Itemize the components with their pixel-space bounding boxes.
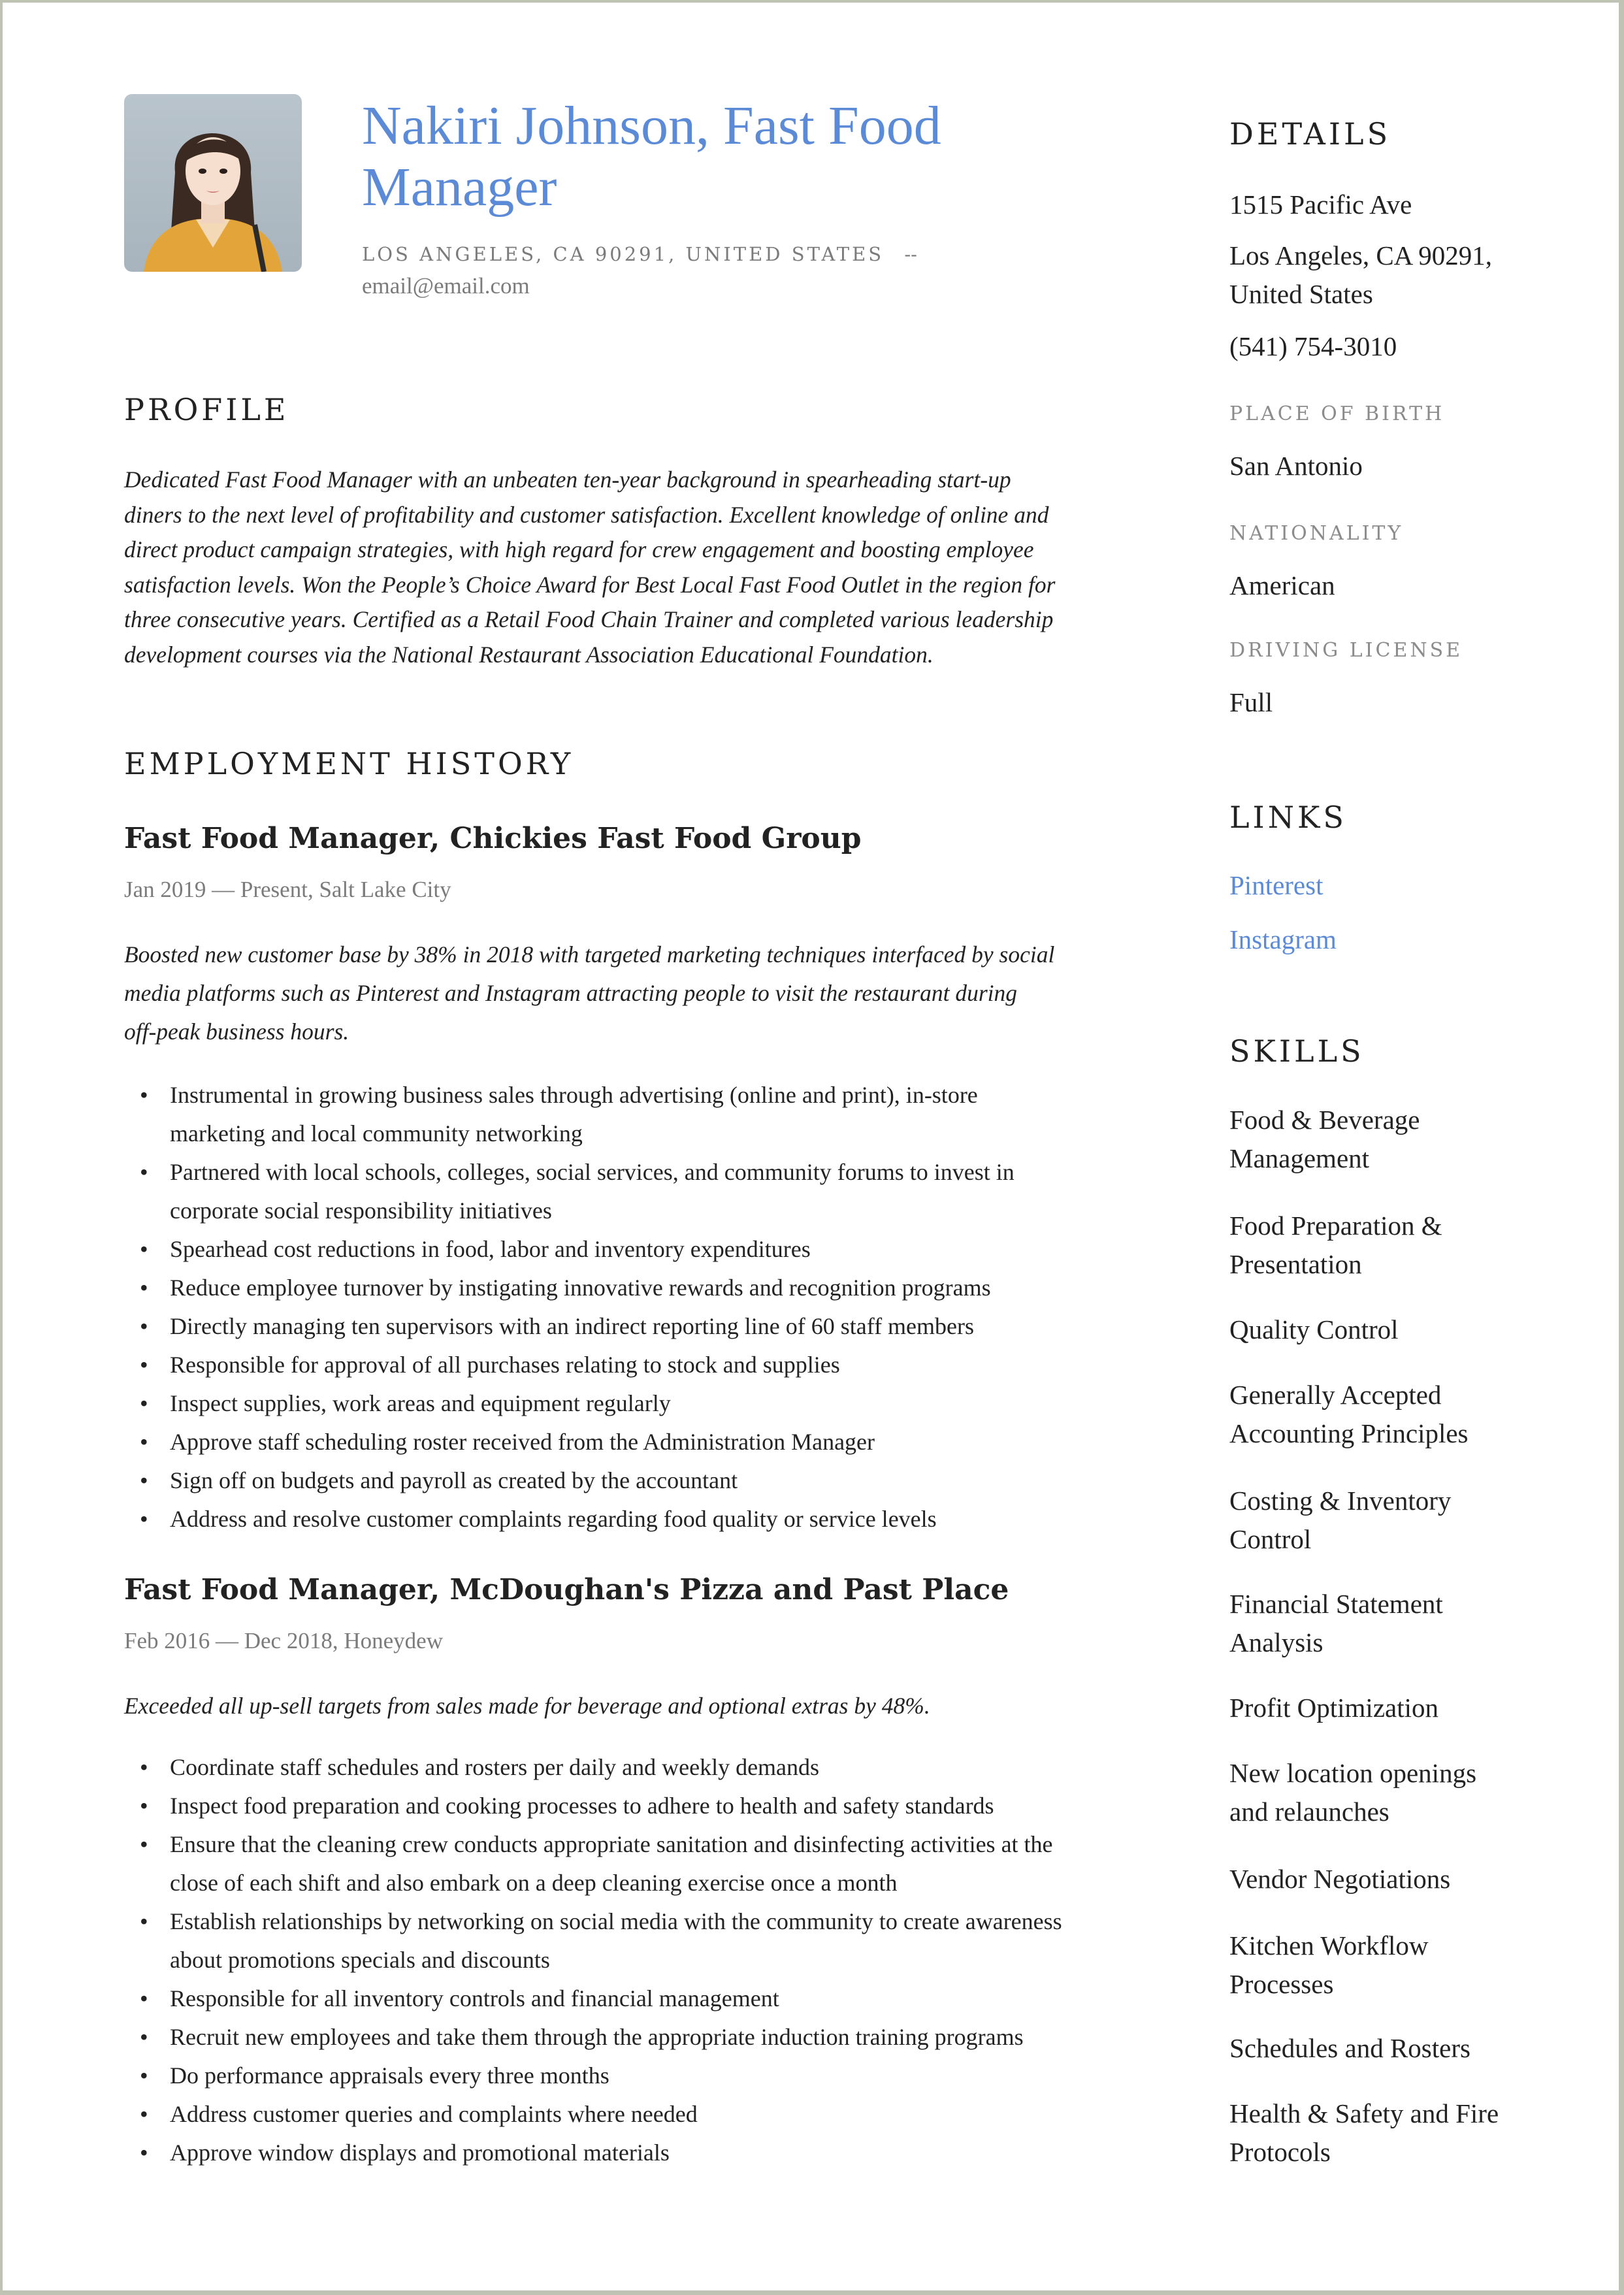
skill-item: Profit Optimization — [1229, 1693, 1438, 1723]
job-meta: Jan 2019 — Present, Salt Lake City — [124, 877, 451, 902]
nationality-label: NATIONALITY — [1229, 522, 1404, 545]
profile-line: three consecutive years. Certified as a Retail Food Chain Trainer and completed various leadership — [124, 606, 1054, 632]
skill-item: Schedules and Rosters — [1229, 2033, 1470, 2063]
name-line-1: Nakiri Johnson, Fast Food — [362, 95, 941, 156]
profile-line: diners to the next level of profitability and customer satisfaction. Excellent knowledge of online and — [124, 501, 1049, 528]
skill-item: Food & Beverage Management — [1229, 1105, 1420, 1173]
profile-heading: PROFILE — [124, 392, 289, 427]
address-separator: -- — [904, 243, 917, 265]
job-title: Fast Food Manager, McDoughan's Pizza and Past Place — [124, 1573, 1009, 1606]
profile-line: development courses via the National Restaurant Association Educational Foundation. — [124, 641, 934, 668]
candidate-name — [362, 95, 1080, 218]
details-address-line: United States — [1229, 279, 1373, 309]
list-item: • Spearhead cost reductions in food, labor and inventory expenditures — [124, 1230, 1091, 1269]
license-value: Full — [1229, 687, 1273, 717]
list-item: • Sign off on budgets and payroll as created by the accountant — [124, 1461, 1091, 1500]
address-text: LOS ANGELES, CA 90291, UNITED STATES — [362, 243, 885, 265]
list-item: • Establish relationships by networking on social media with the community to create awareness about promotions specials and discounts — [124, 1902, 1091, 1979]
skill-item: Vendor Negotiations — [1229, 1864, 1451, 1894]
license-label: DRIVING LICENSE — [1229, 639, 1463, 662]
birth-label: PLACE OF BIRTH — [1229, 402, 1445, 425]
employment-heading: EMPLOYMENT HISTORY — [124, 746, 574, 781]
email-address[interactable]: email@email.com — [362, 273, 530, 299]
list-item: • Do performance appraisals every three months — [124, 2057, 1091, 2095]
skill-item: Quality Control — [1229, 1314, 1399, 1344]
skills-heading: SKILLS — [1229, 1034, 1365, 1069]
list-item: • Reduce employee turnover by instigating innovative rewards and recognition programs — [124, 1269, 1091, 1307]
list-item: • Address customer queries and complaints where needed — [124, 2095, 1091, 2134]
job-summary-line: Exceeded all up-sell targets from sales made for beverage and optional extras by 48%. — [124, 1693, 930, 1719]
job-meta: Feb 2016 — Dec 2018, Honeydew — [124, 1628, 443, 1653]
details-address-line: 1515 Pacific Ave — [1229, 189, 1412, 220]
job-title: Fast Food Manager, Chickies Fast Food Group — [124, 822, 862, 855]
skill-item: Costing & Inventory Control — [1229, 1486, 1452, 1554]
profile-line: satisfaction levels. Won the People’s Choice Award for Best Local Fast Food Outlet in the region for — [124, 571, 1056, 598]
resume-page — [3, 3, 1619, 2290]
profile-photo — [124, 94, 302, 272]
list-item: • Approve staff scheduling roster received from the Administration Manager — [124, 1423, 1091, 1461]
link-pinterest[interactable]: Pinterest — [1229, 870, 1324, 900]
job-summary-line: media platforms such as Pinterest and Instagram attracting people to visit the restaurant during — [124, 980, 1018, 1006]
skill-item: Financial Statement Analysis — [1229, 1589, 1443, 1657]
list-item: • Directly managing ten supervisors with an indirect reporting line of 60 staff members — [124, 1307, 1091, 1346]
profile-line: Dedicated Fast Food Manager with an unbeaten ten-year background in spearheading start-up — [124, 466, 1011, 493]
name-line-2: Manager — [362, 157, 557, 218]
profile-summary — [124, 463, 1091, 672]
skill-item: New location openings and relaunches — [1229, 1758, 1477, 1827]
list-item: • Address and resolve customer complaints regarding food quality or service levels — [124, 1500, 1091, 1538]
list-item: • Partnered with local schools, colleges, social services, and community forums to invest in corporate social responsibility initiatives — [124, 1153, 1091, 1230]
list-item: • Responsible for approval of all purchases relating to stock and supplies — [124, 1346, 1091, 1384]
job-bullets — [124, 1748, 1091, 2172]
skill-item: Health & Safety and Fire Protocols — [1229, 2098, 1499, 2167]
details-heading: DETAILS — [1229, 116, 1391, 152]
list-item: • Instrumental in growing business sales through advertising (online and print), in-store marketing and local community networking — [124, 1076, 1091, 1153]
list-item: • Approve window displays and promotional materials — [124, 2134, 1091, 2172]
links-heading: LINKS — [1229, 800, 1347, 835]
list-item: • Responsible for all inventory controls and financial management — [124, 1979, 1091, 2018]
list-item: • Coordinate staff schedules and rosters per daily and weekly demands — [124, 1748, 1091, 1787]
list-item: • Recruit new employees and take them through the appropriate induction training programs — [124, 2018, 1091, 2057]
link-instagram[interactable]: Instagram — [1229, 924, 1337, 954]
list-item: • Inspect supplies, work areas and equipment regularly — [124, 1384, 1091, 1423]
nationality-value: American — [1229, 570, 1335, 600]
details-address-line: Los Angeles, CA 90291, — [1229, 240, 1493, 270]
job-summary-line: Boosted new customer base by 38% in 2018 with targeted marketing techniques interfaced by social — [124, 941, 1055, 968]
job-summary — [124, 1687, 1091, 1725]
birth-value: San Antonio — [1229, 451, 1363, 481]
job-summary-line: off-peak business hours. — [124, 1018, 349, 1045]
skill-item: Generally Accepted Accounting Principles — [1229, 1380, 1469, 1448]
portrait-photo-icon — [124, 94, 302, 272]
skill-item: Kitchen Workflow Processes — [1229, 1930, 1429, 1999]
profile-line: direct product campaign strategies, with high regard for crew engagement and boosting employee — [124, 536, 1034, 562]
job-bullets — [124, 1076, 1091, 1538]
job-summary — [124, 936, 1091, 1051]
skill-item: Food Preparation & Presentation — [1229, 1211, 1442, 1279]
header-address — [362, 243, 1015, 265]
list-item: • Ensure that the cleaning crew conducts appropriate sanitation and disinfecting activities at the close of each shift and also embark on a deep cleaning exercise once a month — [124, 1825, 1091, 1902]
details-phone[interactable]: (541) 754-3010 — [1229, 331, 1397, 361]
list-item: • Inspect food preparation and cooking processes to adhere to health and safety standards — [124, 1787, 1091, 1825]
